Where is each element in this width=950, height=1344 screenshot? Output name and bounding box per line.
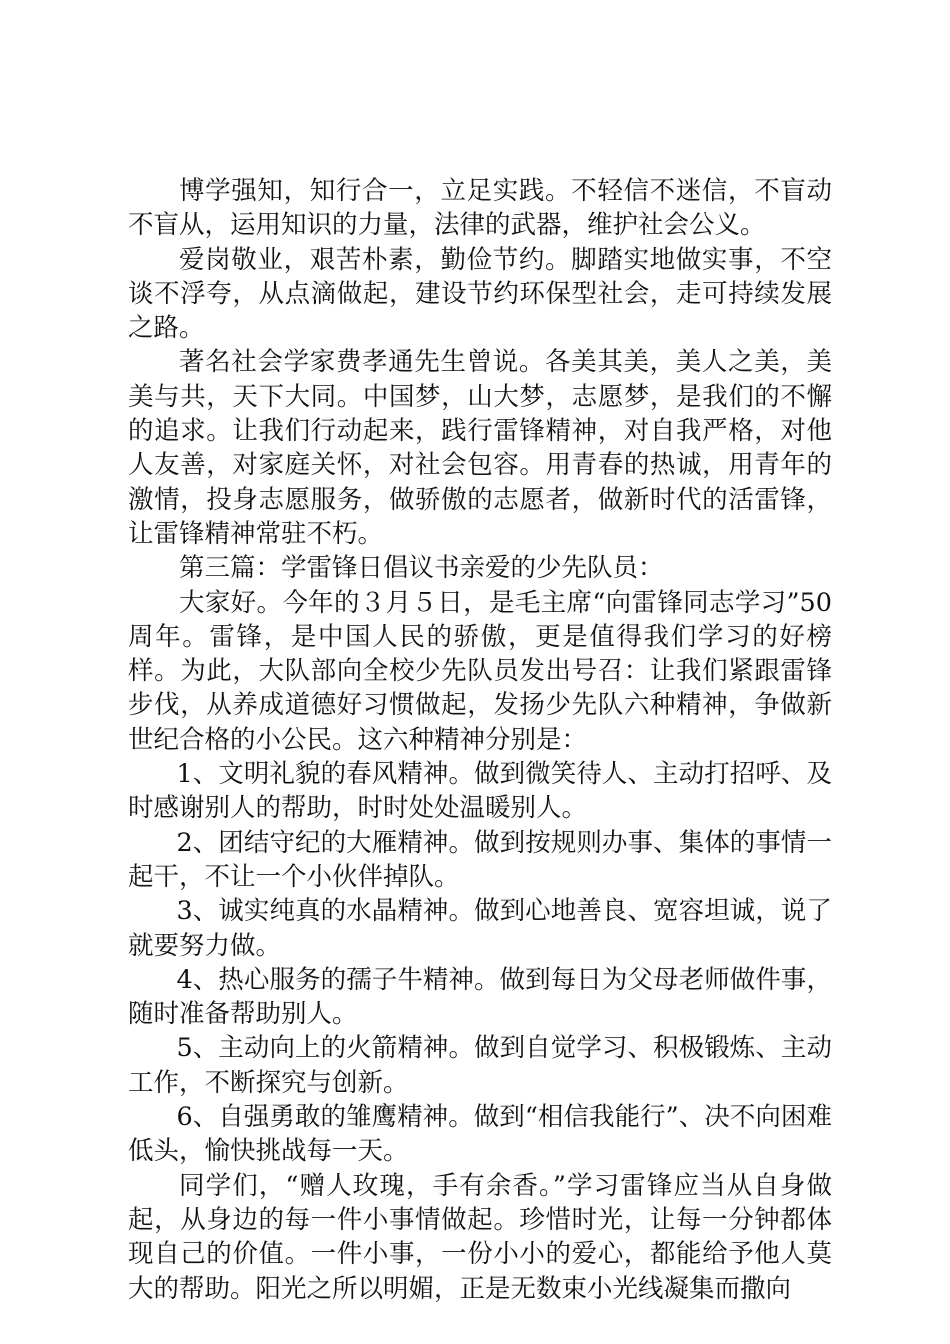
list-item-6: 6、自强勇敢的雏鹰精神。做到“相信我能行”、决不向困难低头，愉快挑战每一天。 <box>128 1102 832 1167</box>
list-item-4: 4、热心服务的孺子牛精神。做到每日为父母老师做件事，随时准备帮助别人。 <box>128 964 832 1030</box>
paragraph-classmates: 同学们，“赠人玫瑰，手有余香。”学习雷锋应当从自身做起，从身边的每一件小事情做起。珍惜时光，让每一分钟都体现自己的价值。一件小事，一份小小的爱心，都能给予他人莫大的帮助。阳光之所以明媚，正是无数束小光线凝集而撒向 <box>128 1170 832 1304</box>
paragraph-fei-xiaotong: 著名社会学家费孝通先生曾说。各美其美，美人之美，美美与共，天下大同。中国梦，山大梦，志愿梦，是我们的不懈的追求。让我们行动起来，践行雷锋精神，对自我严格，对他人友善，对家庭关怀，对社会包容。用青春的热诚，用青年的激情，投身志愿服务，做骄傲的志愿者，做新时代的活雷锋，让雷锋精神常驻不朽。 <box>128 347 832 549</box>
document-body <box>128 174 832 1306</box>
list-item-1: 1、文明礼貌的春风精神。做到微笑待人、主动打招呼、及时感谢别人的帮助，时时处处温暖别人。 <box>128 759 832 824</box>
section-heading: 第三篇：学雷锋日倡议书亲爱的少先队员： <box>179 553 664 584</box>
paragraph-diligence: 爱岗敬业，艰苦朴素，勤俭节约。脚踏实地做实事，不空谈不浮夸，从点滴做起，建设节约环保型社会，走可持续发展之路。 <box>128 244 832 344</box>
paragraph-knowledge: 博学强知，知行合一，立足实践。不轻信不迷信，不盲动不盲从，运用知识的力量，法律的武器，维护社会公义。 <box>128 176 832 241</box>
paragraph-greeting: 大家好。今年的３月５日，是毛主席“向雷锋同志学习”50周年。雷锋，是中国人民的骄傲，更是值得我们学习的好榜样。为此，大队部向全校少先队员发出号召：让我们紧跟雷锋步伐，从养成道德好习惯做起，发扬少先队六种精神，争做新世纪合格的小公民。这六种精神分别是： <box>128 587 832 755</box>
list-item-5: 5、主动向上的火箭精神。做到自觉学习、积极锻炼、主动工作，不断探究与创新。 <box>128 1033 832 1098</box>
list-item-2: 2、团结守纪的大雁精神。做到按规则办事、集体的事情一起干，不让一个小伙伴掉队。 <box>128 827 832 892</box>
list-item-3: 3、诚实纯真的水晶精神。做到心地善良、宽容坦诚，说了就要努力做。 <box>128 896 832 961</box>
